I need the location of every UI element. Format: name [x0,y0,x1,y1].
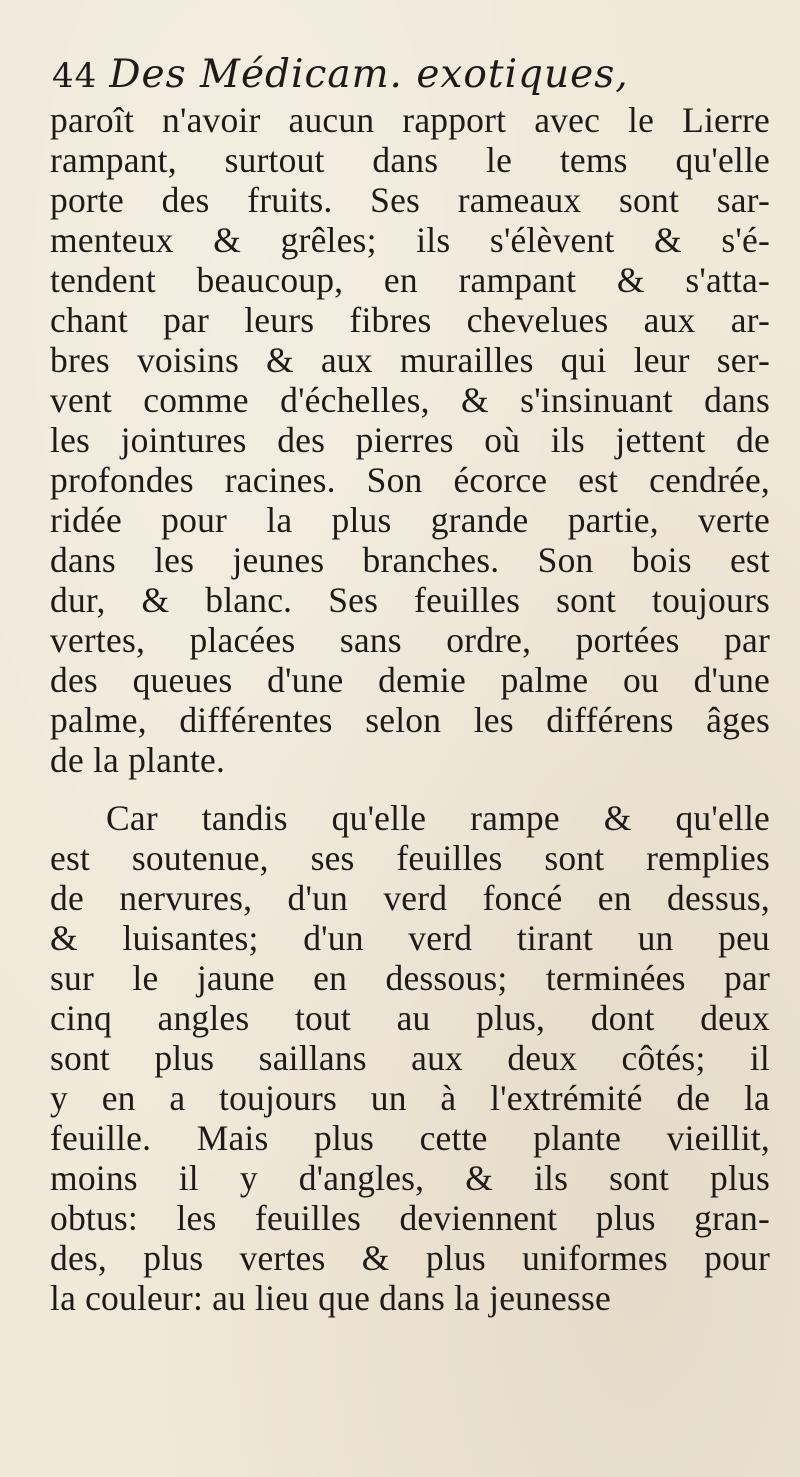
text-line: de la plante. [50,740,226,780]
text-line: & luisantes; d'un verd tirant un peu [50,918,770,958]
body-text [50,100,770,1318]
text-line: la couleur: au lieu que dans la jeunesse [50,1278,612,1318]
text-line: bres voisins & aux murailles qui leur ser- [50,340,770,380]
text-line: les jointures des pierres où ils jettent de [50,420,770,460]
text-line: Car tandis qu'elle rampe & qu'elle [106,798,770,838]
text-line: y en a toujours un à l'extrémité de la [50,1078,770,1118]
text-line: des, plus vertes & plus uniformes pour [50,1238,770,1278]
text-line: porte des fruits. Ses rameaux sont sar- [50,180,770,220]
text-line: cinq angles tout au plus, dont deux [50,998,770,1038]
text-line: des queues d'une demie palme ou d'une [50,660,770,700]
text-line: rampant, surtout dans le tems qu'elle [50,140,770,180]
text-line: paroît n'avoir aucun rapport avec le Lierre [50,100,770,140]
text-line: feuille. Mais plus cette plante vieillit, [50,1118,770,1158]
text-line: vent comme d'échelles, & s'insinuant dans [50,380,770,420]
running-title: Des Médicam. exotiques, [109,52,629,97]
text-line: chant par leurs fibres chevelues aux ar- [50,300,770,340]
text-line: vertes, placées sans ordre, portées par [50,620,770,660]
text-line: dur, & blanc. Ses feuilles sont toujours [50,580,770,620]
text-line: de nervures, d'un verd foncé en dessus, [50,878,770,918]
text-line: menteux & grêles; ils s'élèvent & s'é- [50,220,770,260]
text-line: moins il y d'angles, & ils sont plus [50,1158,770,1198]
text-line: sur le jaune en dessous; terminées par [50,958,770,998]
text-line: palme, différentes selon les différens âges [50,700,770,740]
text-line: sont plus saillans aux deux côtés; il [50,1038,770,1078]
text-line: profondes racines. Son écorce est cendrée, [50,460,770,500]
text-line: obtus: les feuilles deviennent plus gran- [50,1198,770,1238]
text-line: est soutenue, ses feuilles sont remplies [50,838,770,878]
text-line: dans les jeunes branches. Son bois est [50,540,770,580]
text-line: tendent beaucoup, en rampant & s'atta- [50,260,770,300]
running-header [52,52,772,102]
page-number: 44 [52,56,98,96]
text-line: ridée pour la plus grande partie, verte [50,500,770,540]
